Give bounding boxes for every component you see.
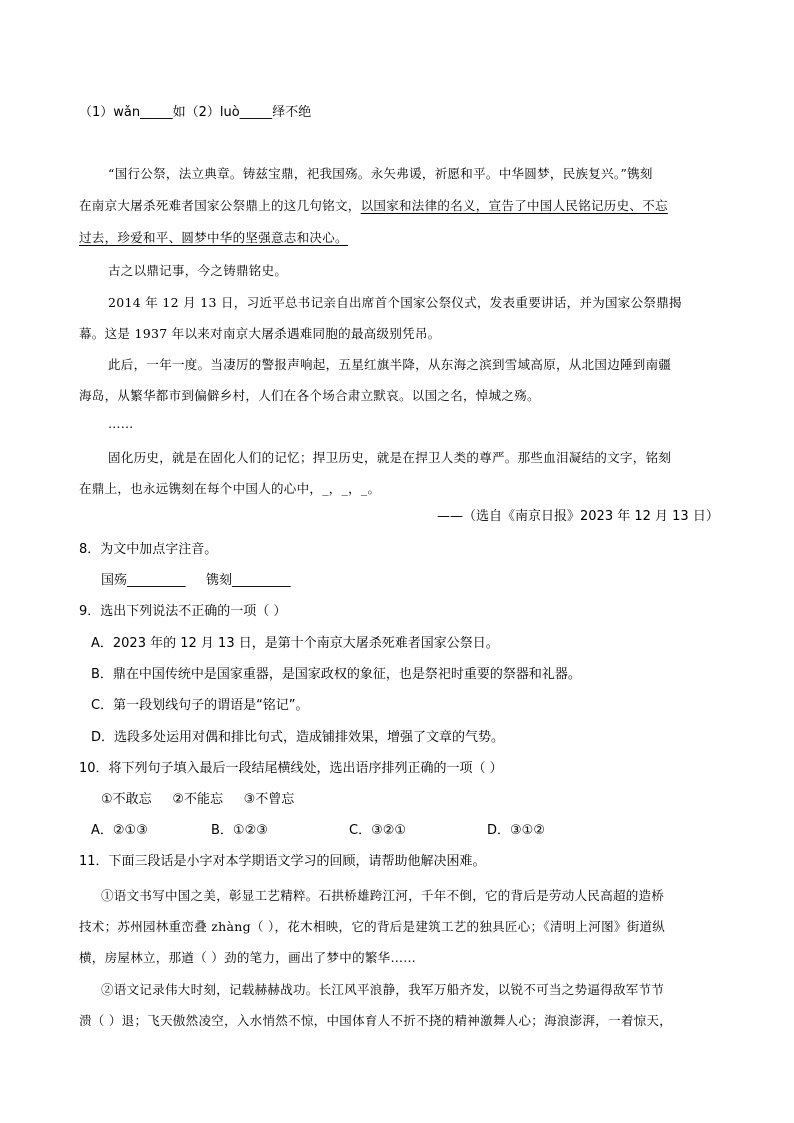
passage-p1-line2 xyxy=(79,196,668,214)
passage-p2: 古之以鼎记事，今之铸鼎铭史。 xyxy=(108,263,288,278)
q11-p1-line2: 技术；苏州园林重峦叠 zhàng（ ），花木相映，它的背后是建筑工艺的独具匠心；《清明上河图》街道纵 xyxy=(79,919,666,934)
q10-sentences: ①不敢忘 ②不能忘 ③不曾忘 xyxy=(101,792,295,807)
q9-stem: 9．选出下列说法不正确的一项（ ） xyxy=(79,604,287,619)
q11-stem: 11．下面三段话是小字对本学期语文学习的回顾，请帮助他解决困难。 xyxy=(79,854,486,869)
passage-ellipsis: …… xyxy=(108,416,134,431)
q11-p1-line1: ①语文书写中国之美，彰显工艺精粹。石拱桥雄跨江河，千年不倒，它的背后是劳动人民高超的造桥 xyxy=(101,888,665,903)
passage-p4-line2: 海岛，从繁华都市到偏僻乡村，人们在各个场合肃立默哀。以国之名，悼城之殇。 xyxy=(79,388,540,403)
q7-text: （1）wǎn_____如（2）luò_____绎不绝 xyxy=(79,105,312,120)
q8-item-2: 镌刻_________ xyxy=(206,573,291,588)
passage-p1-line1: “国行公祭，法立典章。铸兹宝鼎，祀我国殇。永矢弗谖，祈愿和平。中华圆梦，民族复兴。”镌刻 xyxy=(108,166,653,181)
q11-p1-line3: 横，房屋林立，那遒（ ）劲的笔力，画出了梦中的繁华…… xyxy=(79,950,417,965)
passage-p5-line2: 在鼎上，也永远镌刻在每个中国人的心中，_，_，_。 xyxy=(79,481,381,496)
q11-p2-line1: ②语文记录伟大时刻，记载赫赫战功。长江风平浪静，我军万船齐发，以锐不可当之势逼得敌军节节 xyxy=(101,982,665,997)
q8-item-1: 国殇_________ xyxy=(101,573,186,588)
q8-stem: 8．为文中加点字注音。 xyxy=(79,542,218,557)
passage-p3-line1: 2014 年 12 月 13 日，习近平总书记亲自出席首个国家公祭仪式，发表重要讲话，并为国家公祭鼎揭 xyxy=(108,295,682,310)
q10-option-d[interactable]: D．③①② xyxy=(487,823,545,838)
passage-source: ——（选自《南京日报》2023 年 12 月 13 日） xyxy=(437,509,719,524)
q9-option-b[interactable]: B．鼎在中国传统中是国家重器，是国家政权的象征，也是祭祀时重要的祭器和礼器。 xyxy=(91,667,581,682)
underlined-sentence-part1: 以国家和法律的名义，宣告了中国人民铭记历史、不忘 xyxy=(360,198,668,213)
passage-p3-line2: 幕。这是 1937 年以来对南京大屠杀遇难同胞的最高级别凭吊。 xyxy=(79,326,441,341)
underlined-sentence-part2: 过去，珍爱和平、圆梦中华的坚强意志和决心。 xyxy=(79,230,348,245)
passage-p4-line1: 此后，一年一度。当凄厉的警报声响起，五星红旗半降，从东海之滨到雪域高原，从北国边陲到南疆 xyxy=(108,357,672,372)
passage-p5-line1: 固化历史，就是在固化人们的记忆；捍卫历史，就是在捍卫人类的尊严。那些血泪凝结的文字，铭刻 xyxy=(108,450,672,465)
q9-option-c[interactable]: C．第一段划线句子的谓语是“铭记”。 xyxy=(91,698,309,713)
q10-option-c[interactable]: C．③②① xyxy=(349,823,407,838)
q10-option-b[interactable]: B．①②③ xyxy=(211,823,268,838)
q10-stem: 10．将下列句子填入最后一段结尾横线处，选出语序排列正确的一项（ ） xyxy=(79,761,503,776)
q10-option-a[interactable]: A．②①③ xyxy=(91,823,148,838)
q9-option-d[interactable]: D．选段多处运用对偶和排比句式，造成铺排效果，增强了文章的气势。 xyxy=(91,730,505,745)
passage-p1-line2-plain: 在南京大屠杀死难者国家公祭鼎上的这几句铭文， xyxy=(79,198,361,213)
q11-p2-line2: 溃（ ）退；飞天傲然凌空，入水悄然不惊，中国体育人不折不挠的精神激舞人心；海浪澎湃，一着惊天， xyxy=(79,1013,673,1028)
q9-option-a[interactable]: A．2023 年的 12 月 13 日，是第十个南京大屠杀死难者国家公祭日。 xyxy=(91,636,499,651)
